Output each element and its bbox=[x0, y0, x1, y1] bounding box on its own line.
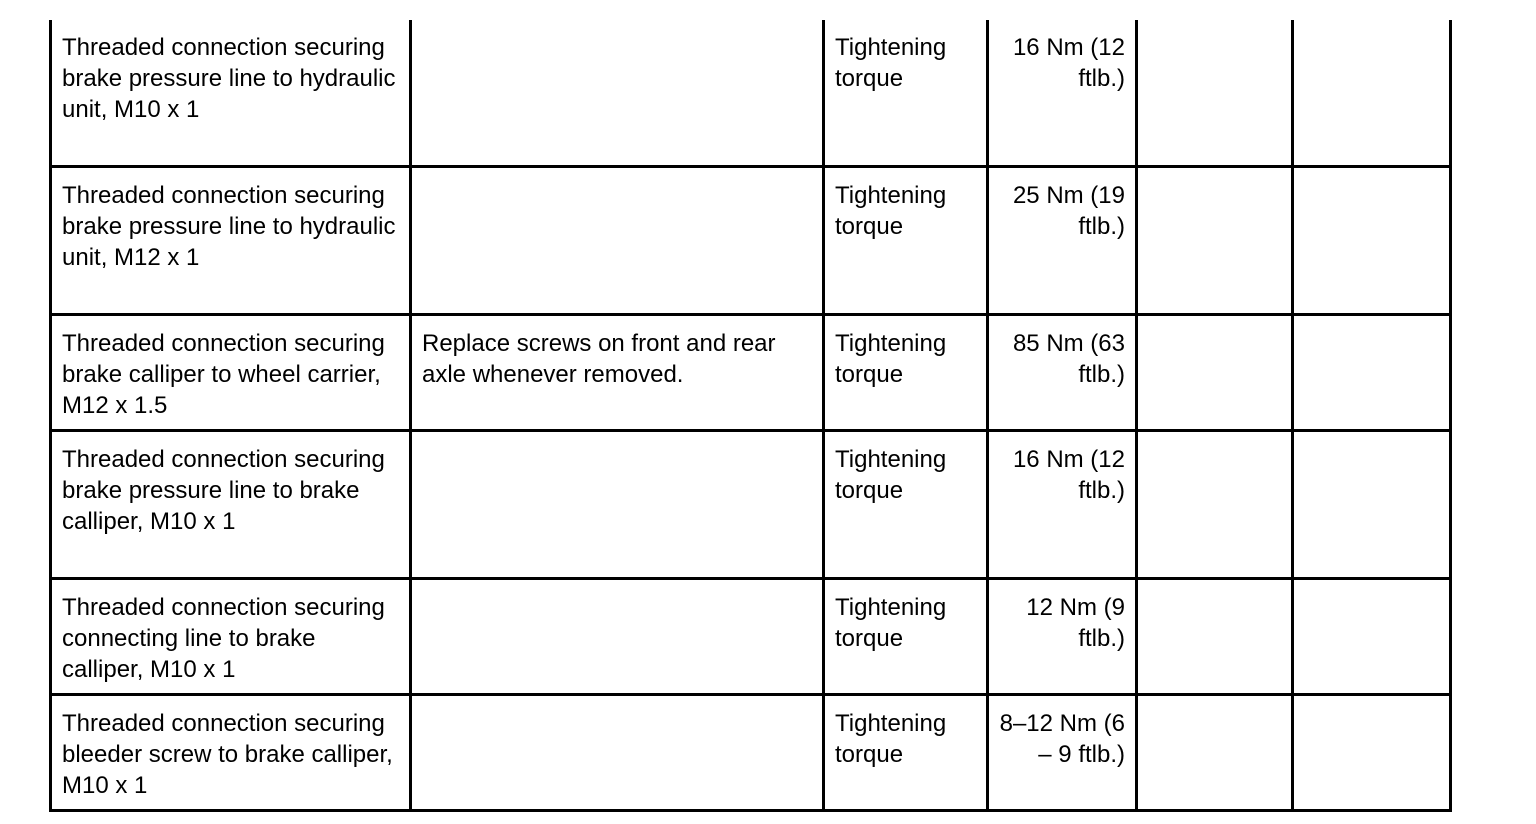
component-cell: Threaded connection securing brake pressure line to hydraulic unit, M12 x 1 bbox=[51, 167, 411, 315]
component-cell: Threaded connection securing brake pressure line to brake calliper, M10 x 1 bbox=[51, 431, 411, 579]
note-cell bbox=[411, 20, 824, 167]
empty-cell bbox=[1137, 695, 1293, 811]
note-cell bbox=[411, 695, 824, 811]
component-cell: Threaded connection securing bleeder screw to brake calliper, M10 x 1 bbox=[51, 695, 411, 811]
torque-value-cell: 12 Nm (9 ftlb.) bbox=[988, 579, 1137, 695]
table-row bbox=[51, 315, 1451, 431]
torque-value-cell: 25 Nm (19 ftlb.) bbox=[988, 167, 1137, 315]
empty-cell bbox=[1293, 20, 1451, 167]
empty-cell bbox=[1293, 579, 1451, 695]
table-row bbox=[51, 20, 1451, 167]
empty-cell bbox=[1293, 315, 1451, 431]
table-row bbox=[51, 431, 1451, 579]
table-row bbox=[51, 695, 1451, 811]
spec-type-cell: Tightening torque bbox=[824, 20, 988, 167]
empty-cell bbox=[1137, 431, 1293, 579]
empty-cell bbox=[1293, 695, 1451, 811]
note-cell bbox=[411, 167, 824, 315]
empty-cell bbox=[1137, 167, 1293, 315]
empty-cell bbox=[1137, 20, 1293, 167]
note-cell: Replace screws on front and rear axle whenever removed. bbox=[411, 315, 824, 431]
empty-cell bbox=[1293, 431, 1451, 579]
component-cell: Threaded connection securing brake calliper to wheel carrier, M12 x 1.5 bbox=[51, 315, 411, 431]
table-row bbox=[51, 167, 1451, 315]
torque-value-cell: 16 Nm (12 ftlb.) bbox=[988, 20, 1137, 167]
component-cell: Threaded connection securing brake pressure line to hydraulic unit, M10 x 1 bbox=[51, 20, 411, 167]
empty-cell bbox=[1293, 167, 1451, 315]
empty-cell bbox=[1137, 579, 1293, 695]
component-cell: Threaded connection securing connecting line to brake calliper, M10 x 1 bbox=[51, 579, 411, 695]
spec-type-cell: Tightening torque bbox=[824, 315, 988, 431]
spec-type-cell: Tightening torque bbox=[824, 695, 988, 811]
table-row bbox=[51, 579, 1451, 695]
torque-spec-table bbox=[49, 20, 1452, 812]
note-cell bbox=[411, 431, 824, 579]
torque-value-cell: 85 Nm (63 ftlb.) bbox=[988, 315, 1137, 431]
spec-type-cell: Tightening torque bbox=[824, 579, 988, 695]
spec-type-cell: Tightening torque bbox=[824, 431, 988, 579]
note-cell bbox=[411, 579, 824, 695]
empty-cell bbox=[1137, 315, 1293, 431]
torque-value-cell: 8–12 Nm (6 – 9 ftlb.) bbox=[988, 695, 1137, 811]
spec-type-cell: Tightening torque bbox=[824, 167, 988, 315]
torque-value-cell: 16 Nm (12 ftlb.) bbox=[988, 431, 1137, 579]
